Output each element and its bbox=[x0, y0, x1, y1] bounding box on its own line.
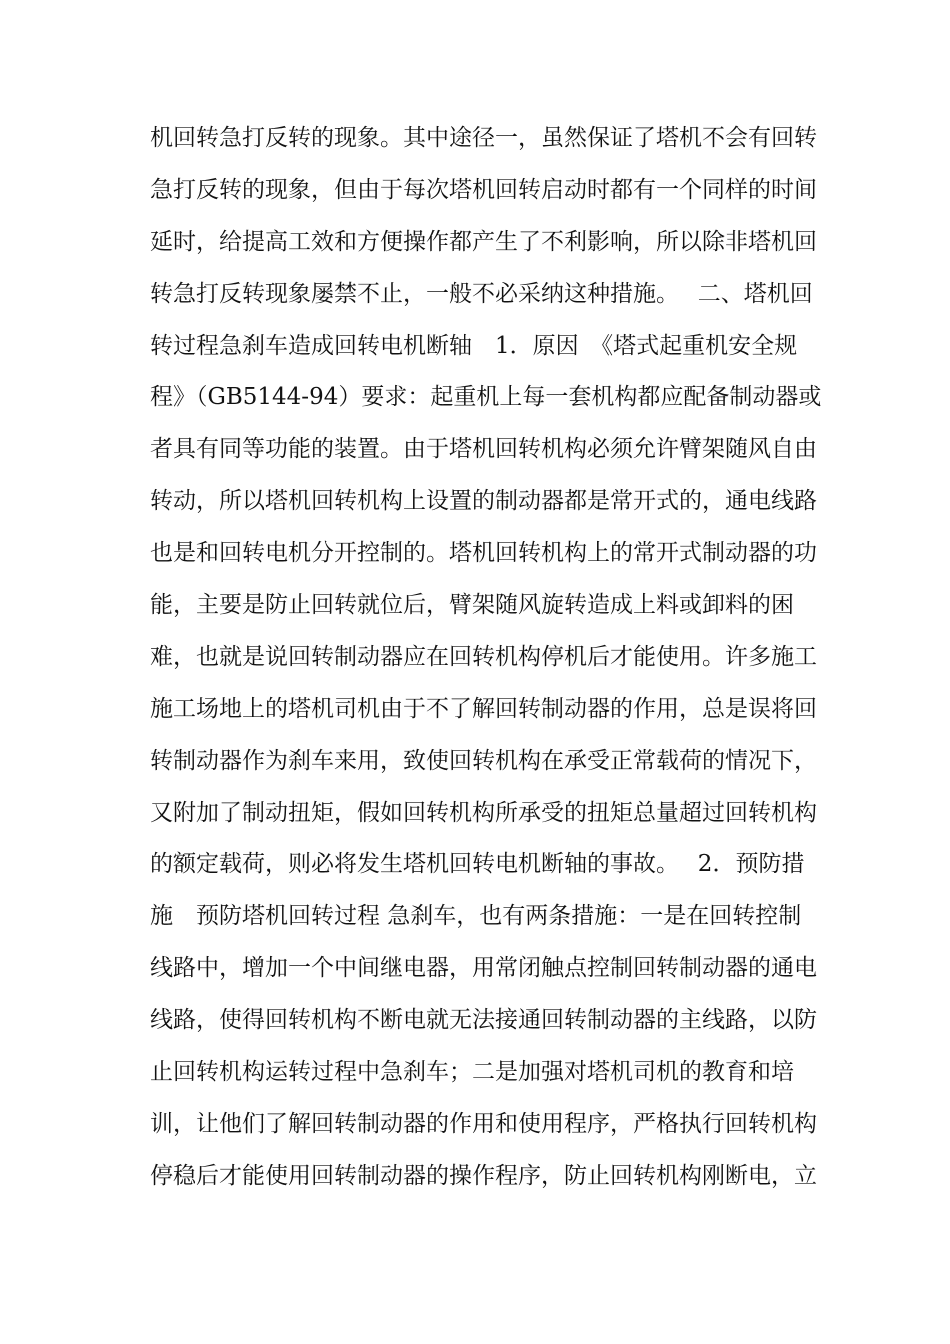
text-line: 线路中，增加一个中间继电器，用常闭触点控制回转制动器的通电 bbox=[150, 955, 817, 982]
text-line: 又附加了制动扭矩，假如回转机构所承受的扭矩总量超过回转机构 bbox=[150, 799, 817, 826]
text-line: 训，让他们了解回转制动器的作用和使用程序，严格执行回转机构 bbox=[150, 1110, 817, 1137]
body-text bbox=[150, 113, 822, 1203]
text-line: 停稳后才能使用回转制动器的操作程序，防止回转机构刚断电，立 bbox=[150, 1162, 817, 1189]
text-line: 难，也就是说回转制动器应在回转机构停机后才能使用。许多施工 bbox=[150, 643, 817, 670]
text-line: 线路，使得回转机构不断电就无法接通回转制动器的主线路，以防 bbox=[150, 1007, 817, 1034]
text-line: 急打反转的现象，但由于每次塔机回转启动时都有一个同样的时间 bbox=[150, 176, 817, 203]
text-line: 转制动器作为刹车来用，致使回转机构在承受正常载荷的情况下， bbox=[150, 747, 817, 774]
text-line: 程》（GB5144-94）要求：起重机上每一套机构都应配备制动器或 bbox=[150, 384, 822, 411]
text-line: 转急打反转现象屡禁不止，一般不必采纳这种措施。 二、塔机回 bbox=[150, 280, 813, 307]
text-line: 也是和回转电机分开控制的。塔机回转机构上的常开式制动器的功 bbox=[150, 540, 817, 567]
text-line: 施工场地上的塔机司机由于不了解回转制动器的作用，总是误将回 bbox=[150, 695, 817, 722]
text-line: 转过程急刹车造成回转电机断轴 1．原因 《塔式起重机安全规 bbox=[150, 332, 798, 359]
text-line: 者具有同等功能的装置。由于塔机回转机构必须允许臂架随风自由 bbox=[150, 436, 817, 463]
text-line: 转动，所以塔机回转机构上设置的制动器都是常开式的，通电线路 bbox=[150, 488, 817, 515]
text-line: 施 预防塔机回转过程 急刹车，也有两条措施：一是在回转控制 bbox=[150, 903, 802, 930]
text-line: 的额定载荷，则必将发生塔机回转电机断轴的事故。 2．预防措 bbox=[150, 851, 805, 878]
text-line: 能，主要是防止回转就位后，臂架随风旋转造成上料或卸料的困 bbox=[150, 592, 794, 619]
text-line: 延时，给提高工效和方便操作都产生了不利影响，所以除非塔机回 bbox=[150, 228, 817, 255]
text-line: 止回转机构运转过程中急刹车；二是加强对塔机司机的教育和培 bbox=[150, 1059, 794, 1086]
text-line: 机回转急打反转的现象。其中途径一，虽然保证了塔机不会有回转 bbox=[150, 125, 817, 151]
